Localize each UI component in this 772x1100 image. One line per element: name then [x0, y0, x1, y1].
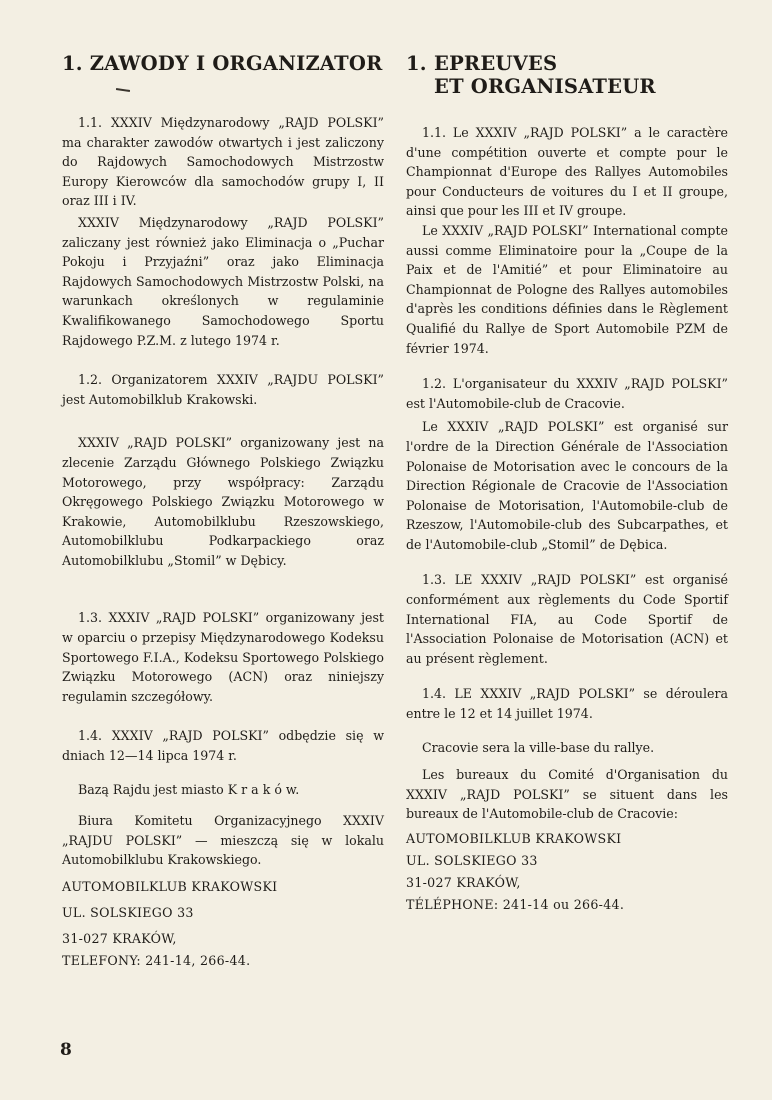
french-address-city: 31-027 KRAKÓW,: [406, 875, 521, 890]
french-section-1-4-base: Cracovie sera la ville-base du rallye.: [422, 739, 655, 755]
french-section-1-1-continued: Le XXXIV „RAJD POLSKI” International compte aussi comme Eliminatoire pour la „Coupe de la Paix et de l'Amitié” et pour Eliminatoire au Championnat de Pologne des Rallyes automobiles d'après les conditions définies dans le Règlement Qualifié du Rallye de Sport Automobile PZM de février 1974.: [406, 222, 728, 356]
french-heading: [406, 52, 728, 98]
polish-section-1-2: 1.2. Organizatorem XXXIV „RAJDU POLSKI” jest Automobilklub Krakowski.: [62, 372, 384, 407]
page-number: 8: [60, 1040, 72, 1060]
french-section-1-1: 1.1. Le XXXIV „RAJD POLSKI” a le caractère d'une compétition ouverte et compte pour le Championnat d'Europe des Rallyes Automobiles pour Conducteurs de voitures du I et II groupe, ainsi que pour les III et IV groupe.: [406, 125, 728, 219]
french-column: [406, 52, 728, 916]
polish-section-1-4: 1.4. XXXIV „RAJD POLSKI” odbędzie się w dniach 12—14 lipca 1974 r.: [62, 728, 384, 764]
french-address-phone: TÉLÉPHONE: 241-14 ou 266-44.: [406, 897, 625, 912]
french-section-1-3: 1.3. LE XXXIV „RAJD POLSKI” est organisé conformément aux règlements du Code Sportif International FIA, au Code Sportif de l'Association Polonaise de Motorisation (ACN) et au présent règlement.: [406, 572, 728, 666]
french-heading-line-2: ET ORGANISATEUR: [434, 75, 656, 98]
polish-column: [62, 52, 384, 972]
french-address-street: UL. SOLSKIEGO 33: [406, 853, 538, 868]
french-section-1-2: 1.2. L'organisateur du XXXIV „RAJD POLSKI” est l'Automobile-club de Cracovie.: [406, 376, 728, 411]
french-heading-number: 1.: [406, 52, 427, 75]
polish-address-club: AUTOMOBILKLUB KRAKOWSKI: [62, 879, 278, 894]
french-address-club: AUTOMOBILKLUB KRAKOWSKI: [406, 831, 622, 846]
polish-section-1-3: 1.3. XXXIV „RAJD POLSKI” organizowany jest w oparciu o przepisy Międzynarodowego Kodeksu Sportowego F.I.A., Kodeksu Sportowego Polskiego Związku Motorowego (ACN) oraz niniejszy regulamin szczegółowy.: [62, 610, 384, 704]
polish-address-block: [62, 876, 384, 972]
polish-address-phone: TELEFONY: 241-14, 266-44.: [62, 953, 251, 968]
decorative-dash: [116, 88, 130, 92]
french-section-1-2-continued: Le XXXIV „RAJD POLSKI” est organisé sur l'ordre de la Direction Générale de l'Association Polonaise de Motorisation avec le concours de la Direction Régionale de Cracovie de l'Association Polonaise de Motorisation, l'Automobile-club de Rzeszow, l'Automobile-club des Subcarpathes, et de l'Automobile-club „Stomil” de Dębica.: [406, 419, 728, 552]
polish-heading: 1. ZAWODY I ORGANIZATOR: [62, 52, 383, 75]
polish-section-1-1-continued: XXXIV Międzynarodowy „RAJD POLSKI” zaliczany jest również jako Eliminacja o „Puchar Pokoju i Przyjaźni” oraz jako Eliminacja Rajdowych Samochodowych Mistrzostw Polski, na warunkach określonych w regulaminie Kwalifikowanego Samochodowego Sportu Rajdowego P.Z.M. z lutego 1974 r.: [62, 214, 384, 348]
polish-section-1-2-continued: XXXIV „RAJD POLSKI” organizowany jest na zlecenie Zarządu Głównego Polskiego Związku Motorowego, przy współpracy: Zarządu Okręgowego Polskiego Związku Motorowego w Krakowie, Automobilklubu Rzeszowskiego, Automobilklubu Podkarpackiego oraz Automobilklubu „Stomil” w Dębicy.: [62, 435, 384, 568]
polish-section-1-1: 1.1. XXXIV Międzynarodowy „RAJD POLSKI” ma charakter zawodów otwartych i jest zaliczony do Rajdowych Samochodowych Mistrzostw Europy Kierowców dla samochodów grupy I, II oraz III i IV.: [62, 115, 384, 209]
polish-section-1-4-bureau: Biura Komitetu Organizacyjnego XXXIV „RAJDU POLSKI” — mieszczą się w lokalu Automobilklubu Krakowskiego.: [62, 813, 384, 868]
french-section-1-4-bureau: Les bureaux du Comité d'Organisation du XXXIV „RAJD POLSKI” se situent dans les bureaux de l'Automobile-club de Cracovie:: [406, 767, 728, 822]
french-heading-line-1: EPREUVES: [434, 52, 558, 75]
polish-address-city: 31-027 KRAKÓW,: [62, 931, 177, 946]
polish-address-street: UL. SOLSKIEGO 33: [62, 905, 194, 920]
polish-section-1-4-base: Bazą Rajdu jest miasto K r a k ó w.: [78, 781, 300, 797]
french-address-block: [406, 828, 728, 916]
french-section-1-4: 1.4. LE XXXIV „RAJD POLSKI” se déroulera entre le 12 et 14 juillet 1974.: [406, 686, 728, 722]
